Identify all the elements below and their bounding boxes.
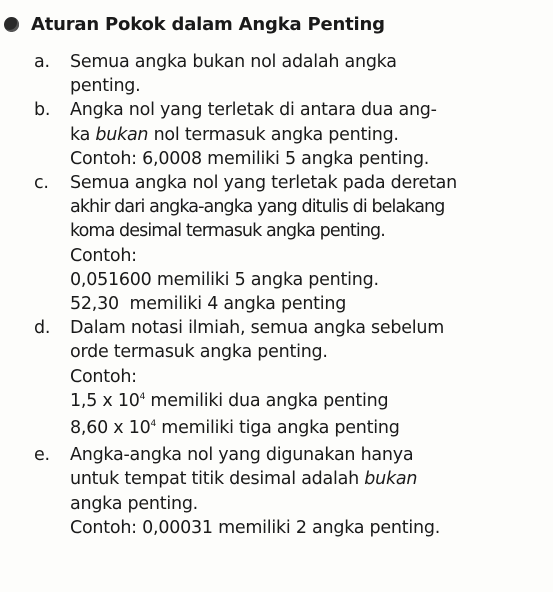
rule-item-b [0, 98, 470, 171]
rule-text: Angka nol yang terletak di antara dua ang- [70, 100, 437, 121]
rule-marker: c. [34, 173, 49, 194]
exponent: 4 [150, 419, 156, 430]
rule-marker: a. [34, 52, 50, 72]
example-text: 0,051600 memiliki 5 angka penting. [70, 269, 379, 290]
rule-text: koma desimal termasuk angka penting. [70, 221, 385, 242]
emphasis-text: bukan [95, 124, 149, 145]
rule-text: ka bukan nol termasuk angka penting. [70, 124, 399, 145]
rule-text: Semua angka nol yang terletak pada deretan [70, 173, 457, 194]
example-text: 1,5 x $10^4$ memiliki dua angka penting [70, 390, 389, 411]
rule-marker: d. [34, 318, 51, 339]
bullet-icon [4, 17, 19, 32]
rule-text: Dalam notasi ilmiah, semua angka sebelum [70, 318, 445, 339]
emphasis-text: bukan [364, 469, 418, 490]
rule-marker: e. [34, 445, 50, 466]
heading-title: Aturan Pokok dalam Angka Penting [31, 14, 385, 35]
example-label: Contoh: [70, 245, 137, 266]
example-text: Contoh: 6,0008 memiliki 5 angka penting. [70, 148, 430, 169]
rule-text: penting. [70, 76, 141, 97]
exponent: 4 [139, 391, 146, 402]
example-text: 52,30 memiliki 4 angka penting [70, 294, 347, 315]
section-heading [0, 14, 540, 35]
example-text: 8,60 x $10^4$ memiliki tiga angka penting [70, 418, 400, 439]
rules-list [0, 50, 553, 540]
rule-item-e [0, 443, 470, 540]
rule-text: Angka-angka nol yang digunakan hanya [70, 445, 414, 466]
rule-text: akhir dari angka-angka yang ditulis di belakang [70, 197, 445, 218]
rule-item-c [0, 171, 470, 316]
rule-text: angka penting. [70, 493, 198, 514]
rule-item-a [0, 50, 470, 98]
rule-text: untuk tempat titik desimal adalah bukan [70, 469, 418, 490]
rule-item-d [0, 316, 470, 443]
example-text: Contoh: 0,00031 memiliki 2 angka penting. [70, 517, 441, 538]
rule-text: Semua angka bukan nol adalah angka [70, 52, 397, 72]
example-label: Contoh: [70, 366, 137, 387]
rule-marker: b. [34, 100, 51, 121]
rule-text: orde termasuk angka penting. [70, 342, 328, 363]
